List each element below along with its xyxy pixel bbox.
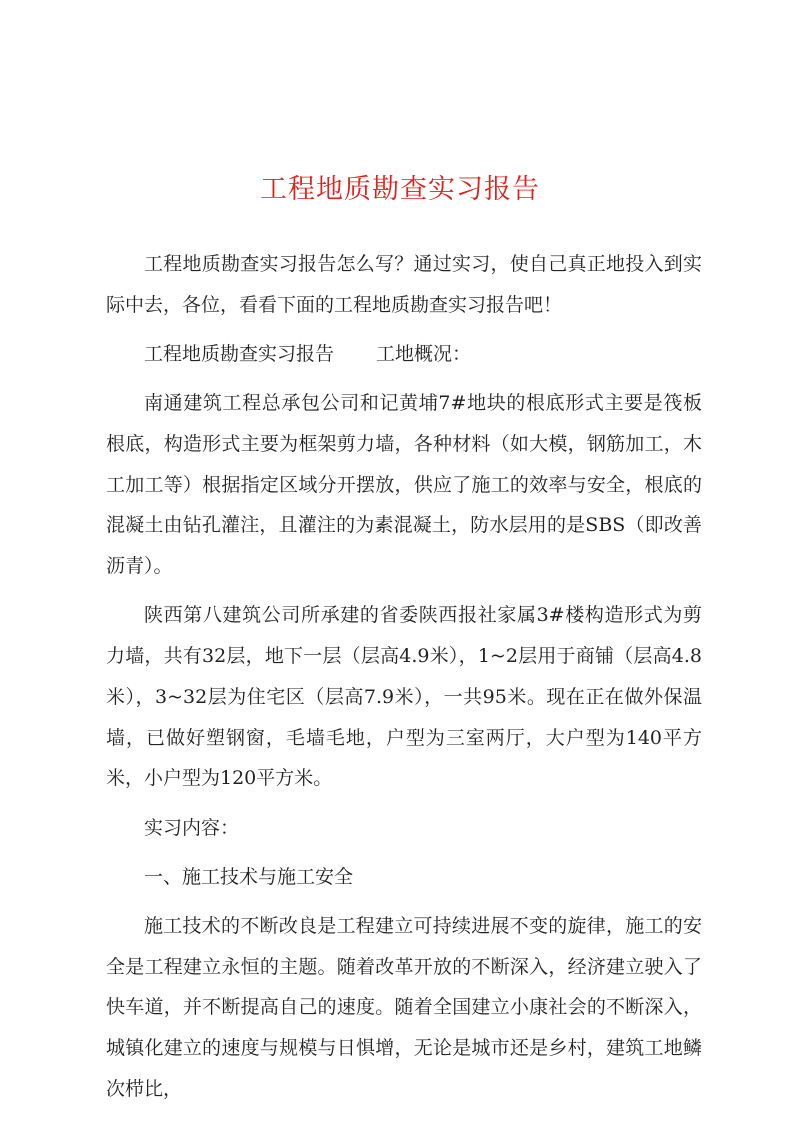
section-label: 实习内容： <box>144 816 240 839</box>
document-body <box>106 244 702 1118</box>
subheading-line <box>106 334 702 375</box>
site-overview-label: 工地概况： <box>376 342 472 365</box>
report-subheading: 工程地质勘查实习报告 <box>144 342 335 365</box>
site-paragraph-shaanxi: 陕西第八建筑公司所承建的省委陕西报社家属3#楼构造形式为剪力墙，共有32层，地下一层（层高4.9米），1~2层用于商铺（层高4.8米），3~32层为住宅区（层高7.9米），一共95米。现在正在做外保温墙，已做好塑钢窗，毛墙毛地，户型为三室两厅，大户型为140平方米，小户型为120平方米。 <box>106 604 702 790</box>
document-title: 工程地质勘查实习报告 <box>260 174 540 205</box>
section-heading: 一、施工技术与施工安全 <box>144 865 354 888</box>
content-paragraph: 施工技术的不断改良是工程建立可持续进展不变的旋律，施工的安全是工程建立永恒的主题。随着改革开放的不断深入，经济建立驶入了快车道，并不断提高自己的速度。随着全国建立小康社会的不断深入，城镇化建立的速度与规模与日惧增，无论是城市还是乡村，建筑工地鳞次栉比， <box>106 914 702 1100</box>
intro-paragraph: 工程地质勘查实习报告怎么写？通过实习，使自己真正地投入到实际中去，各位，看看下面的工程地质勘查实习报告吧！ <box>106 253 702 316</box>
site-paragraph-nantong: 南通建筑工程总承包公司和记黄埔7#地块的根底形式主要是筏板根底，构造形式主要为框架剪力墙，各种材料（如大模，钢筋加工，木工加工等）根据指定区域分开摆放，供应了施工的效率与安全，根底的混凝土由钻孔灌注，且灌注的为素混凝土，防水层用的是SBS（即改善沥青）。 <box>106 391 702 578</box>
